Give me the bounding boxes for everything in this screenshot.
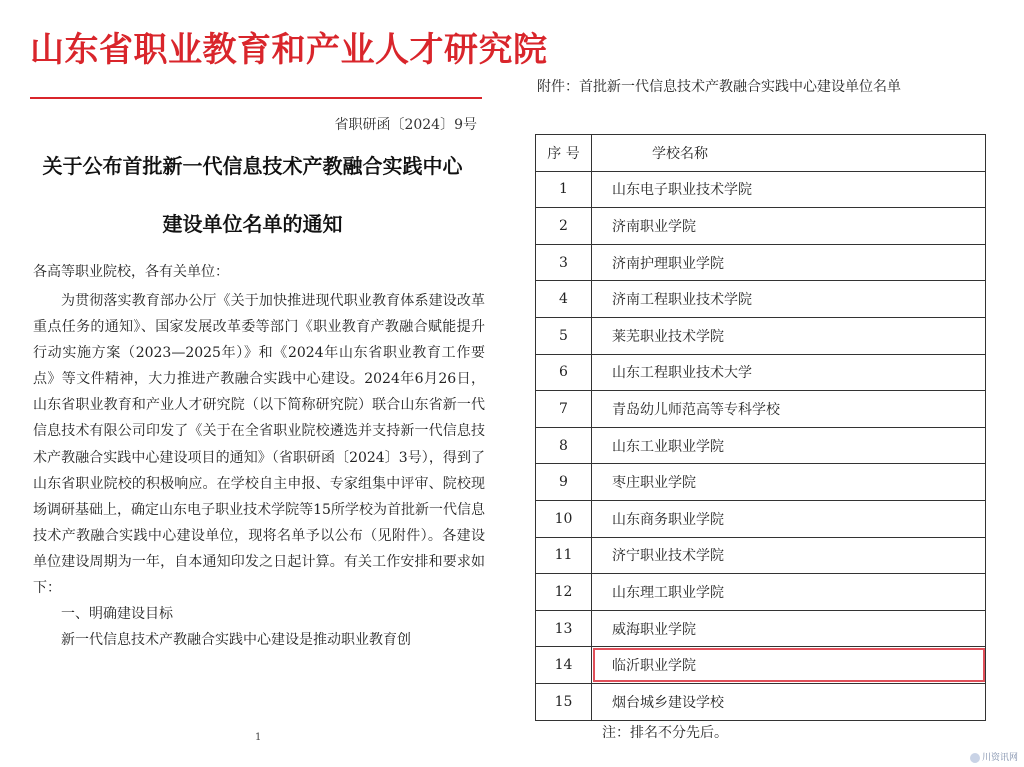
school-name: 烟台城乡建设学校 [592, 683, 986, 720]
school-name: 山东理工职业学院 [592, 574, 986, 611]
table-row [536, 500, 986, 537]
school-name: 临沂职业学院 [592, 647, 986, 684]
column-header-number: 序 号 [536, 135, 592, 172]
table-row [536, 464, 986, 501]
attachment-page [505, 0, 1024, 767]
table-row [536, 354, 986, 391]
table-row [536, 391, 986, 428]
row-number: 3 [536, 244, 592, 281]
row-number: 9 [536, 464, 592, 501]
table-row [536, 281, 986, 318]
table-row [536, 537, 986, 574]
table-row [536, 647, 986, 684]
table-row [536, 244, 986, 281]
notice-body [33, 288, 485, 653]
row-number: 14 [536, 647, 592, 684]
school-name: 威海职业学院 [592, 610, 986, 647]
school-name: 枣庄职业学院 [592, 464, 986, 501]
ranking-note: 注：排名不分先后。 [602, 725, 728, 741]
row-number: 2 [536, 208, 592, 245]
table-row [536, 427, 986, 464]
school-name: 青岛幼儿师范高等专科学校 [592, 391, 986, 428]
attachment-title: 附件：首批新一代信息技术产教融合实践中心建设单位名单 [537, 79, 901, 95]
watermark-text: 川资讯网 [981, 753, 1018, 763]
table-row [536, 574, 986, 611]
notice-title-line-1: 关于公布首批新一代信息技术产教融合实践中心 [42, 154, 463, 178]
watermark-logo-icon [970, 753, 980, 763]
row-number: 4 [536, 281, 592, 318]
school-name: 山东工程职业技术大学 [592, 354, 986, 391]
school-name: 山东工业职业学院 [592, 427, 986, 464]
red-header-divider [30, 97, 482, 99]
table-row [536, 683, 986, 720]
notice-title-line-2: 建设单位名单的通知 [162, 212, 343, 236]
row-number: 12 [536, 574, 592, 611]
row-number: 6 [536, 354, 592, 391]
school-list-table [535, 134, 986, 721]
school-name: 济南护理职业学院 [592, 244, 986, 281]
row-number: 8 [536, 427, 592, 464]
school-name: 济宁职业技术学院 [592, 537, 986, 574]
site-watermark [970, 750, 1018, 763]
school-name: 济南工程职业技术学院 [592, 281, 986, 318]
document-number: 省职研函〔2024〕9号 [334, 117, 477, 133]
table-row [536, 317, 986, 354]
table-row [536, 610, 986, 647]
row-number: 13 [536, 610, 592, 647]
body-paragraph-2: 新一代信息技术产教融合实践中心建设是推动职业教育创 [61, 632, 411, 649]
row-number: 1 [536, 171, 592, 208]
row-number: 7 [536, 391, 592, 428]
salutation: 各高等职业院校，各有关单位： [33, 264, 229, 280]
row-number: 5 [536, 317, 592, 354]
row-number: 15 [536, 683, 592, 720]
table-header-row [536, 135, 986, 172]
table-body [536, 171, 986, 720]
table-row [536, 171, 986, 208]
table-row [536, 208, 986, 245]
row-number: 11 [536, 537, 592, 574]
page-number: 1 [255, 732, 262, 743]
section-heading-1: 一、明确建设目标 [61, 606, 173, 623]
school-name: 山东电子职业技术学院 [592, 171, 986, 208]
school-name: 山东商务职业学院 [592, 500, 986, 537]
school-name: 济南职业学院 [592, 208, 986, 245]
column-header-school-name: 学校名称 [592, 135, 986, 172]
row-number: 10 [536, 500, 592, 537]
school-name: 莱芜职业技术学院 [592, 317, 986, 354]
body-paragraph-1: 为贯彻落实教育部办公厅《关于加快推进现代职业教育体系建设改革重点任务的通知》、国家发展改革委等部门《职业教育产教融合赋能提升行动实施方案（2023—2025年）》和《2024年山东省职业教育工作要点》等文件精神，大力推进产教融合实践中心建设。2024年6月26日，山东省职业教育和产业人才研究院（以下简称研究院）联合山东省新一代信息技术有限公司印发了《关于在全省职业院校遴选并支持新一代信息技术产教融合实践中心建设项目的通知》（省职研函〔2024〕3号），得到了山东省职业院校的积极响应。在学校自主申报、专家组集中评审、院校现场调研基础上，确定山东电子职业技术学院等15所学校为首批新一代信息技术产教融合实践中心建设单位，现将名单予以公布（见附件）。各建设单位建设周期为一年，自本通知印发之日起计算。有关工作安排和要求如下： [33, 293, 485, 597]
issuing-organization-header: 山东省职业教育和产业人才研究院 [30, 30, 548, 70]
